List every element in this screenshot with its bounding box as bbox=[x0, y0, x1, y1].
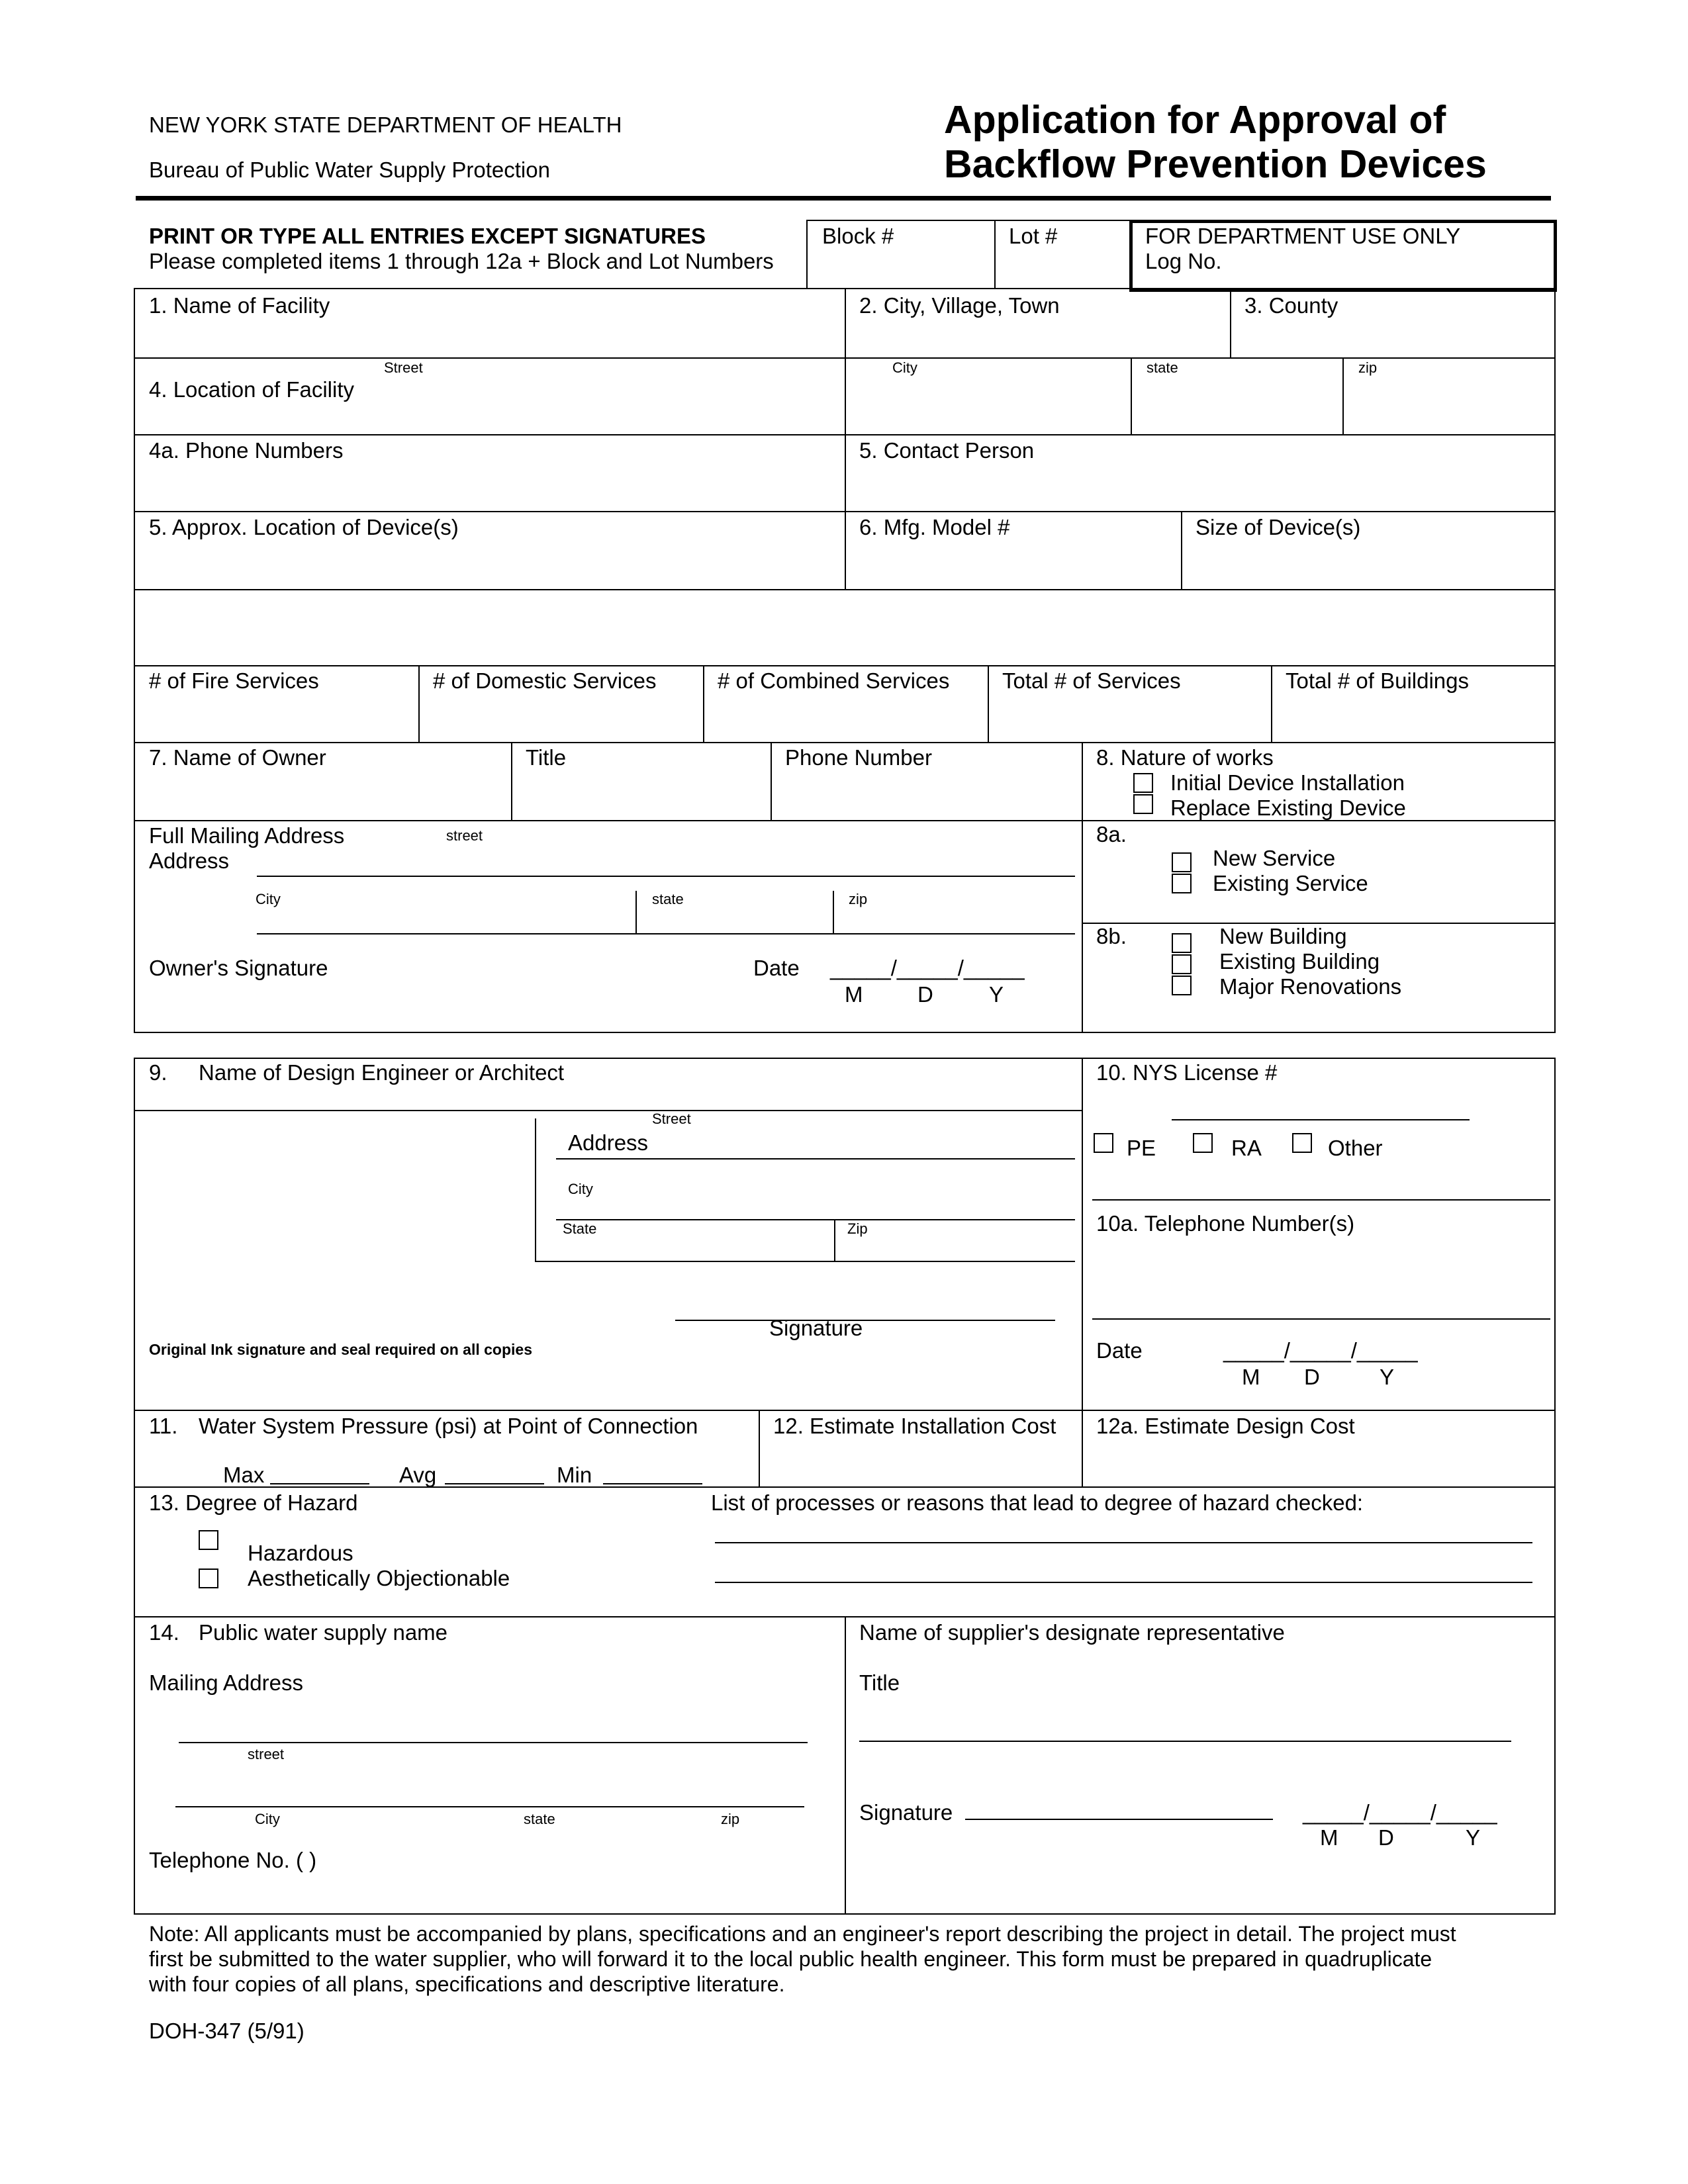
section1-mid-divider bbox=[845, 288, 846, 589]
block-number-field[interactable]: Block # bbox=[822, 224, 894, 248]
install-cost-divider bbox=[759, 1410, 760, 1486]
owner-signature-field[interactable]: Owner's Signature bbox=[149, 956, 328, 980]
license-label: 10. NYS License # bbox=[1096, 1060, 1278, 1085]
owner-street-line[interactable] bbox=[257, 876, 1075, 877]
phone-numbers-field[interactable]: 4a. Phone Numbers bbox=[149, 438, 344, 463]
supply-divider bbox=[845, 1616, 846, 1915]
domestic-services-field[interactable]: # of Domestic Services bbox=[433, 668, 657, 693]
engineer-name-line bbox=[134, 1110, 1082, 1111]
owner-city-label: City bbox=[256, 891, 281, 907]
print-instruction: PRINT OR TYPE ALL ENTRIES EXCEPT SIGNATURES bbox=[149, 224, 706, 248]
aesthetic-checkbox[interactable] bbox=[199, 1569, 218, 1588]
engineer-telephone-field[interactable]: 10a. Telephone Number(s) bbox=[1096, 1211, 1355, 1236]
new-building-checkbox[interactable] bbox=[1172, 933, 1192, 953]
form-title-line1: Application for Approval of bbox=[944, 98, 1446, 142]
services-divider-1 bbox=[418, 665, 420, 742]
nature-works-divider bbox=[1082, 742, 1083, 1033]
avg-pressure-label: Avg bbox=[399, 1463, 437, 1487]
department-use-label: FOR DEPARTMENT USE ONLY bbox=[1145, 224, 1461, 248]
existing-building-label: Existing Building bbox=[1219, 949, 1380, 974]
major-renovations-checkbox[interactable] bbox=[1172, 976, 1192, 995]
block-left-line bbox=[806, 220, 808, 289]
replace-device-label: Replace Existing Device bbox=[1170, 796, 1406, 820]
engineer-city-line[interactable] bbox=[556, 1219, 1075, 1220]
form-number: DOH-347 (5/91) bbox=[149, 2019, 305, 2043]
rep-date-year: Y bbox=[1466, 1825, 1481, 1850]
block-lot-top-line bbox=[806, 220, 1131, 221]
note-line-1: Note: All applicants must be accompanied by plans, specifications and an engineer's report describing the project in detail. The project must bbox=[149, 1922, 1456, 1946]
services-divider-2 bbox=[703, 665, 704, 742]
device-size-divider bbox=[1181, 511, 1182, 589]
rep-signature-label: Signature bbox=[859, 1800, 953, 1825]
location-street-label: Street bbox=[384, 359, 423, 376]
engineer-date-day: D bbox=[1304, 1365, 1320, 1389]
water-pressure-label: Water System Pressure (psi) at Point of Connection bbox=[199, 1414, 698, 1438]
engineer-date-field[interactable]: _____/_____/_____ bbox=[1223, 1338, 1418, 1363]
mailing-address-label-2: Address bbox=[149, 848, 230, 873]
supply-telephone-field[interactable]: Telephone No. ( ) bbox=[149, 1848, 317, 1872]
hazard-processes-label: List of processes or reasons that lead to degree of hazard checked: bbox=[711, 1490, 1364, 1515]
blank-entry-row[interactable] bbox=[136, 591, 1554, 664]
ra-label: RA bbox=[1231, 1136, 1262, 1160]
supply-street-label: street bbox=[248, 1746, 285, 1762]
facility-name-field[interactable]: 1. Name of Facility bbox=[149, 293, 330, 318]
owner-state-divider bbox=[635, 891, 637, 933]
engineer-signature-line[interactable] bbox=[675, 1320, 1055, 1321]
device-size-field[interactable]: Size of Device(s) bbox=[1196, 515, 1361, 539]
engineer-city-label: City bbox=[568, 1181, 593, 1197]
fire-services-field[interactable]: # of Fire Services bbox=[149, 668, 319, 693]
supply-street-line[interactable] bbox=[179, 1742, 808, 1743]
min-pressure-line[interactable] bbox=[603, 1483, 702, 1484]
bureau-name: Bureau of Public Water Supply Protection bbox=[149, 158, 550, 182]
total-services-field[interactable]: Total # of Services bbox=[1002, 668, 1181, 693]
location-zip-label: zip bbox=[1358, 359, 1378, 376]
min-pressure-label: Min bbox=[557, 1463, 592, 1487]
note-line-3: with four copies of all plans, specifications and descriptive literature. bbox=[149, 1972, 785, 1996]
facility-location-field[interactable]: 4. Location of Facility bbox=[149, 377, 354, 402]
contact-person-field[interactable]: 5. Contact Person bbox=[859, 438, 1035, 463]
log-number-label: Log No. bbox=[1145, 249, 1222, 273]
lot-number-field[interactable]: Lot # bbox=[1009, 224, 1058, 248]
owner-phone-divider bbox=[771, 742, 772, 820]
engineer-zip-divider bbox=[834, 1219, 835, 1261]
other-checkbox[interactable] bbox=[1292, 1133, 1312, 1153]
mailing-address-label: Full Mailing Address bbox=[149, 823, 345, 848]
owner-date-day: D bbox=[917, 982, 933, 1007]
row5-bottom-line bbox=[134, 589, 1556, 590]
license-number-line[interactable] bbox=[1172, 1119, 1470, 1120]
major-renovations-label: Major Renovations bbox=[1219, 974, 1402, 999]
avg-pressure-line[interactable] bbox=[445, 1483, 544, 1484]
rep-name-field[interactable]: Name of supplier's designate representative bbox=[859, 1620, 1285, 1645]
owner-row-bottom-line bbox=[134, 820, 1556, 821]
ra-checkbox[interactable] bbox=[1193, 1133, 1213, 1153]
replace-device-checkbox[interactable] bbox=[1133, 794, 1153, 814]
row4-bottom-line bbox=[134, 434, 1556, 435]
services-bottom-line bbox=[134, 742, 1556, 743]
row4a-bottom-line bbox=[134, 511, 1556, 512]
supply-zip-label: zip bbox=[721, 1811, 740, 1827]
owner-date-month: M bbox=[845, 982, 863, 1007]
supply-state-label: state bbox=[524, 1811, 555, 1827]
location-state-divider bbox=[1131, 357, 1132, 434]
rep-signature-line[interactable] bbox=[965, 1819, 1273, 1820]
label-11: 11. bbox=[149, 1414, 178, 1438]
pressure-bottom-line bbox=[134, 1486, 1556, 1488]
note-line-2: first be submitted to the water supplier, who will forward it to the local public health engineer. This form must be prepared in quadruplicate bbox=[149, 1947, 1432, 1971]
rep-title-label: Title bbox=[859, 1670, 900, 1695]
existing-service-label: Existing Service bbox=[1213, 871, 1368, 895]
rep-date-field[interactable]: _____/_____/_____ bbox=[1303, 1800, 1497, 1825]
design-cost-field[interactable]: 12a. Estimate Design Cost bbox=[1096, 1414, 1355, 1438]
combined-services-field[interactable]: # of Combined Services bbox=[718, 668, 950, 693]
existing-building-checkbox[interactable] bbox=[1172, 954, 1192, 974]
hazardous-checkbox[interactable] bbox=[199, 1530, 218, 1550]
engineer-date-label: Date bbox=[1096, 1338, 1143, 1363]
rep-date-day: D bbox=[1378, 1825, 1394, 1850]
license-bottom-line bbox=[1092, 1199, 1550, 1201]
device-location-field[interactable]: 5. Approx. Location of Device(s) bbox=[149, 515, 459, 539]
engineer-date-month: M bbox=[1242, 1365, 1260, 1389]
label-14: 14. bbox=[149, 1620, 179, 1645]
engineer-license-divider bbox=[1082, 1058, 1083, 1486]
engineer-zip-label: Zip bbox=[847, 1220, 868, 1237]
label-8b: 8b. bbox=[1096, 924, 1127, 948]
engineer-street-label: Street bbox=[652, 1111, 691, 1127]
owner-zip-label: zip bbox=[849, 891, 868, 907]
hazard-reason-line-2[interactable] bbox=[715, 1582, 1532, 1583]
label-9: 9. bbox=[149, 1060, 167, 1085]
install-cost-field[interactable]: 12. Estimate Installation Cost bbox=[773, 1414, 1056, 1438]
supply-mailing-label: Mailing Address bbox=[149, 1670, 303, 1695]
max-pressure-line[interactable] bbox=[270, 1483, 369, 1484]
engineer-date-year: Y bbox=[1380, 1365, 1395, 1389]
supply-city-label: City bbox=[255, 1811, 280, 1827]
header-rule bbox=[136, 196, 1551, 201]
hazard-degree-label: 13. Degree of Hazard bbox=[149, 1490, 358, 1515]
other-label: Other bbox=[1328, 1136, 1383, 1160]
engineer-street-line[interactable] bbox=[556, 1158, 1075, 1160]
pe-label: PE bbox=[1127, 1136, 1156, 1160]
engineer-address-left bbox=[535, 1118, 536, 1261]
block-lot-divider bbox=[994, 220, 996, 289]
initial-install-checkbox[interactable] bbox=[1133, 773, 1153, 793]
location-state-label: state bbox=[1147, 359, 1178, 376]
new-building-label: New Building bbox=[1219, 924, 1347, 948]
services-divider-4 bbox=[1271, 665, 1272, 742]
rep-date-month: M bbox=[1320, 1825, 1338, 1850]
max-pressure-label: Max bbox=[223, 1463, 265, 1487]
owner-street-label: street bbox=[446, 827, 483, 844]
pe-checkbox[interactable] bbox=[1094, 1133, 1113, 1153]
initial-install-label: Initial Device Installation bbox=[1170, 770, 1405, 795]
owner-date-year: Y bbox=[989, 982, 1004, 1007]
owner-state-label: state bbox=[652, 891, 684, 907]
location-city-label: City bbox=[892, 359, 917, 376]
department-name: NEW YORK STATE DEPARTMENT OF HEALTH bbox=[149, 113, 622, 137]
engineer-state-label: State bbox=[563, 1220, 597, 1237]
county-field[interactable]: 3. County bbox=[1244, 293, 1338, 318]
new-service-label: New Service bbox=[1213, 846, 1336, 870]
pws-name-field[interactable]: Public water supply name bbox=[199, 1620, 448, 1645]
blank-row-bottom-line bbox=[134, 665, 1556, 666]
owner-phone-field[interactable]: Phone Number bbox=[785, 745, 932, 770]
mfg-model-field[interactable]: 6. Mfg. Model # bbox=[859, 515, 1010, 539]
supply-city-line[interactable] bbox=[175, 1806, 804, 1807]
rep-title-line[interactable] bbox=[859, 1741, 1511, 1742]
location-zip-divider bbox=[1342, 357, 1344, 434]
owner-date-field[interactable]: _____/_____/_____ bbox=[830, 956, 1025, 980]
owner-zip-divider bbox=[833, 891, 834, 933]
label-8a: 8a. bbox=[1096, 822, 1127, 846]
total-buildings-field[interactable]: Total # of Buildings bbox=[1286, 668, 1470, 693]
owner-date-label: Date bbox=[753, 956, 800, 980]
hazard-reason-line-1[interactable] bbox=[715, 1542, 1532, 1543]
complete-instruction: Please completed items 1 through 12a + Block and Lot Numbers bbox=[149, 249, 774, 273]
engineer-address-label: Address bbox=[568, 1130, 649, 1155]
nature-works-label: 8. Nature of works bbox=[1096, 745, 1274, 770]
new-service-checkbox[interactable] bbox=[1172, 852, 1192, 872]
owner-city-line[interactable] bbox=[257, 933, 1075, 934]
engineer-address-bottom bbox=[535, 1261, 1075, 1262]
engineer-signature-label: Signature bbox=[769, 1316, 863, 1340]
services-divider-3 bbox=[988, 665, 989, 742]
city-village-town-field[interactable]: 2. City, Village, Town bbox=[859, 293, 1060, 318]
aesthetic-label: Aesthetically Objectionable bbox=[248, 1566, 510, 1590]
county-divider bbox=[1230, 288, 1231, 357]
owner-title-divider bbox=[511, 742, 512, 820]
engineer-bottom-line bbox=[134, 1410, 1556, 1411]
engineer-name-field[interactable]: Name of Design Engineer or Architect bbox=[199, 1060, 565, 1085]
form-title-line2: Backflow Prevention Devices bbox=[944, 142, 1487, 186]
engineer-telephone-line[interactable] bbox=[1092, 1318, 1550, 1320]
owner-title-field[interactable]: Title bbox=[526, 745, 567, 770]
existing-service-checkbox[interactable] bbox=[1172, 874, 1192, 893]
hazardous-label: Hazardous bbox=[248, 1541, 353, 1565]
owner-name-field[interactable]: 7. Name of Owner bbox=[149, 745, 326, 770]
ink-signature-note: Original Ink signature and seal required on all copies bbox=[149, 1341, 532, 1358]
